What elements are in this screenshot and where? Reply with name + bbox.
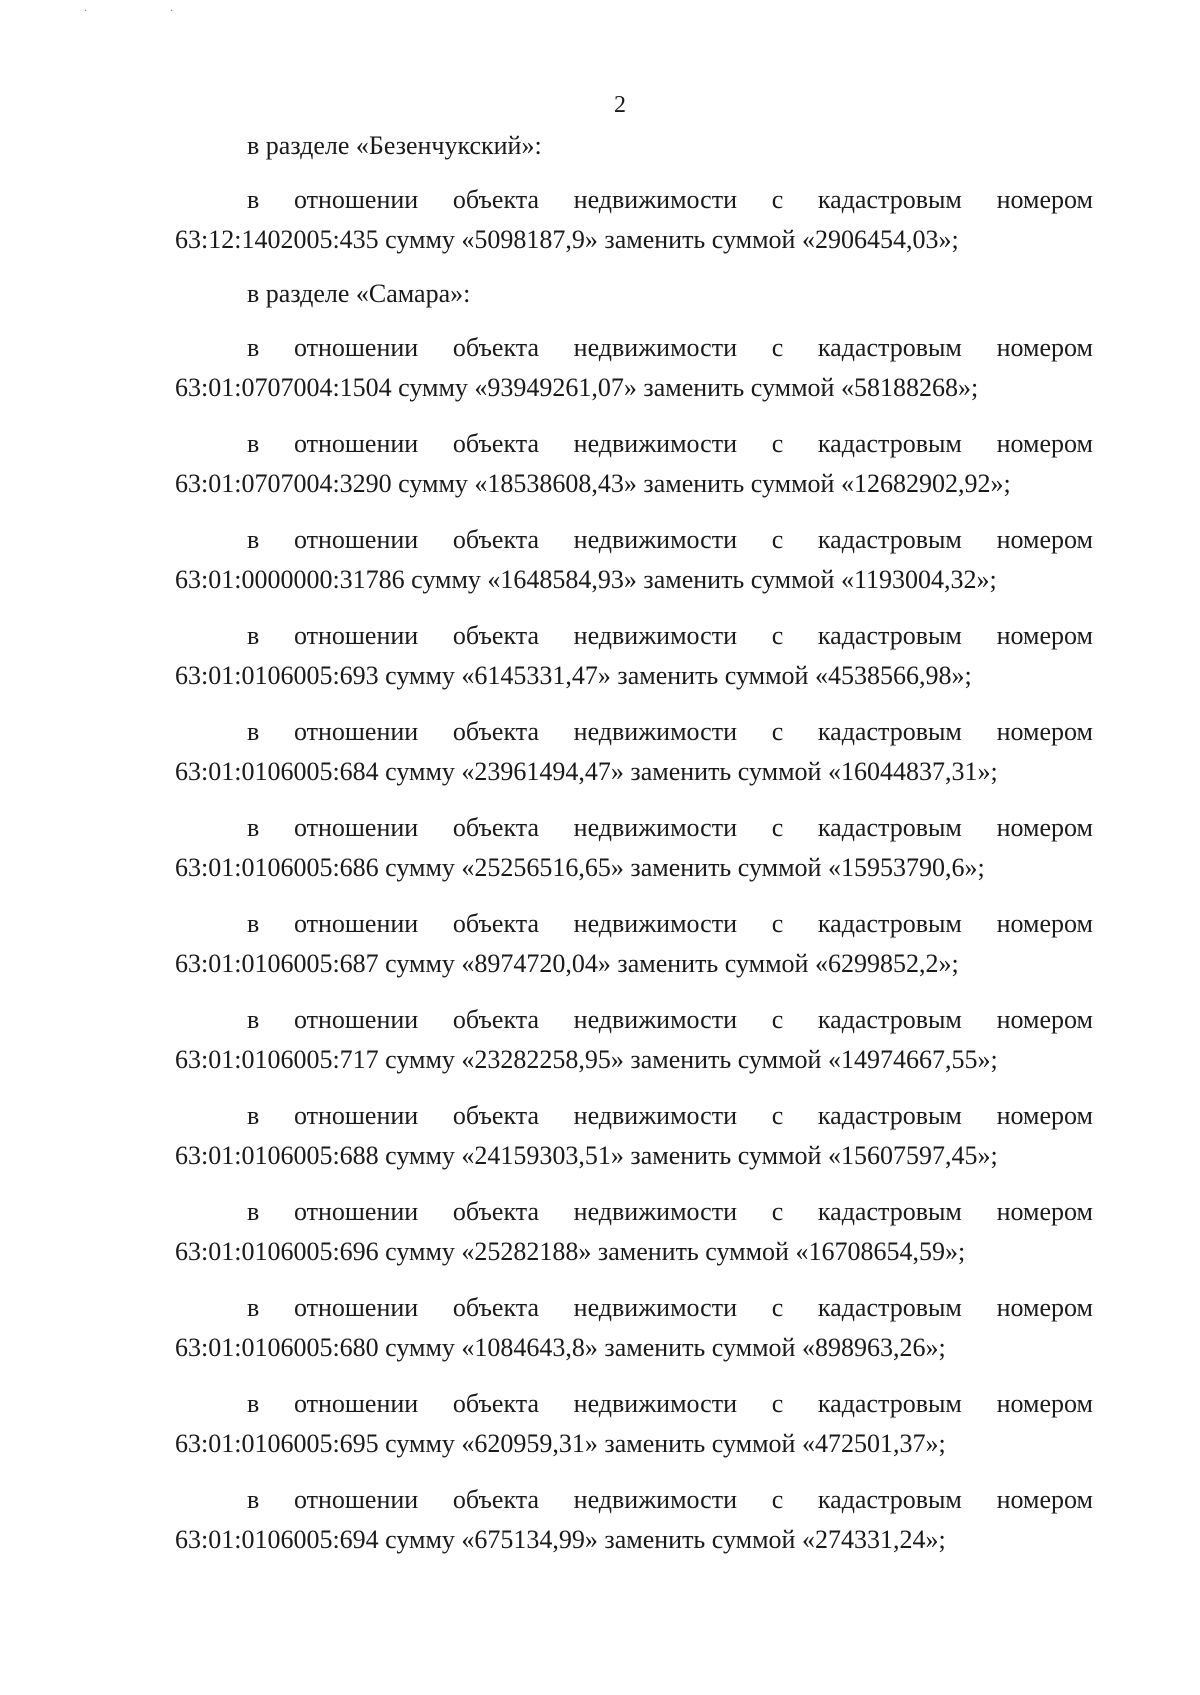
page-number: 2	[614, 92, 626, 118]
entry-cadastral-line: 63:01:0707004:1504 сумму «93949261,07» заменить суммой «58188268»;	[175, 373, 979, 402]
entry-intro-word: кадастровым	[817, 813, 962, 842]
entry-cadastral-line: 63:01:0106005:684 сумму «23961494,47» заменить суммой «16044837,31»;	[175, 757, 998, 786]
entry-intro-word: недвижимости	[573, 333, 737, 362]
entry-intro-word: недвижимости	[573, 909, 737, 938]
entry-intro-word: в	[247, 1101, 260, 1130]
entry-intro-word: в	[247, 1485, 260, 1514]
entry-intro-word: в	[247, 185, 260, 214]
entry-intro-word: отношении	[293, 621, 419, 650]
entry-intro-word: кадастровым	[817, 429, 962, 458]
entry-intro-word: недвижимости	[573, 717, 737, 746]
document-body	[175, 128, 1093, 1576]
entry-intro-word: кадастровым	[817, 333, 962, 362]
entry-intro-word: номером	[996, 185, 1093, 214]
entry-intro-word: объекта	[452, 1485, 539, 1514]
amendment-entry	[175, 328, 1093, 408]
entry-intro-word: кадастровым	[817, 1389, 962, 1418]
amendment-entry	[175, 424, 1093, 504]
amendment-entry	[175, 1480, 1093, 1560]
entry-intro-word: в	[247, 909, 260, 938]
entry-intro-word: отношении	[293, 1197, 419, 1226]
entry-cadastral-line: 63:01:0106005:680 сумму «1084643,8» заменить суммой «898963,26»;	[175, 1333, 946, 1362]
entry-intro-word: с	[771, 525, 784, 554]
amendment-entry	[175, 1288, 1093, 1368]
entry-intro-word: с	[771, 1389, 784, 1418]
entry-intro-word: номером	[996, 1293, 1093, 1322]
section-heading: в разделе «Самара»:	[247, 279, 471, 308]
entry-intro-line	[175, 712, 1093, 752]
entry-intro-word: с	[771, 1005, 784, 1034]
amendment-entry	[175, 904, 1093, 984]
entry-intro-line	[175, 1288, 1093, 1328]
amendment-entry	[175, 712, 1093, 792]
amendment-entry	[175, 1384, 1093, 1464]
entry-intro-word: кадастровым	[817, 1005, 962, 1034]
entry-intro-word: объекта	[452, 525, 539, 554]
entry-intro-word: недвижимости	[573, 1197, 737, 1226]
entry-intro-word: номером	[996, 1389, 1093, 1418]
entry-intro-word: кадастровым	[817, 909, 962, 938]
entry-intro-word: недвижимости	[573, 429, 737, 458]
entry-intro-word: номером	[996, 1485, 1093, 1514]
entry-intro-word: кадастровым	[817, 717, 962, 746]
entry-intro-word: объекта	[452, 429, 539, 458]
entry-intro-word: отношении	[293, 717, 419, 746]
entry-intro-word: кадастровым	[817, 621, 962, 650]
entry-intro-word: отношении	[293, 1389, 419, 1418]
entry-intro-word: в	[247, 1389, 260, 1418]
entry-cadastral-line: 63:01:0106005:717 сумму «23282258,95» заменить суммой «14974667,55»;	[175, 1045, 998, 1074]
entry-intro-word: объекта	[452, 621, 539, 650]
entry-intro-line	[175, 180, 1093, 220]
entry-intro-word: кадастровым	[817, 1293, 962, 1322]
entry-intro-word: недвижимости	[573, 1005, 737, 1034]
entry-intro-word: отношении	[293, 333, 419, 362]
amendment-entry	[175, 1000, 1093, 1080]
entry-intro-word: с	[771, 1293, 784, 1322]
entry-intro-word: с	[771, 621, 784, 650]
entry-intro-word: объекта	[452, 1389, 539, 1418]
amendment-entry	[175, 520, 1093, 600]
entry-intro-word: объекта	[452, 813, 539, 842]
entry-intro-word: объекта	[452, 1005, 539, 1034]
entry-intro-line	[175, 1480, 1093, 1520]
entry-intro-word: с	[771, 333, 784, 362]
entry-intro-word: в	[247, 1005, 260, 1034]
entry-intro-word: кадастровым	[817, 525, 962, 554]
entry-intro-word: в	[247, 1197, 260, 1226]
entry-intro-word: кадастровым	[817, 185, 962, 214]
entry-intro-word: отношении	[293, 909, 419, 938]
entry-intro-word: кадастровым	[817, 1101, 962, 1130]
amendment-entry	[175, 1096, 1093, 1176]
entry-intro-word: объекта	[452, 1101, 539, 1130]
entry-intro-line	[175, 520, 1093, 560]
entry-intro-word: с	[771, 813, 784, 842]
entry-intro-word: с	[771, 1101, 784, 1130]
entry-intro-word: номером	[996, 1101, 1093, 1130]
entry-intro-word: недвижимости	[573, 525, 737, 554]
entry-intro-word: с	[771, 1485, 784, 1514]
entry-intro-word: недвижимости	[573, 1101, 737, 1130]
entry-cadastral-line: 63:01:0106005:688 сумму «24159303,51» заменить суммой «15607597,45»;	[175, 1141, 998, 1170]
entry-intro-word: недвижимости	[573, 1389, 737, 1418]
entry-intro-line	[175, 616, 1093, 656]
scan-artifact-dots: · ·	[84, 6, 214, 17]
entry-intro-line	[175, 1192, 1093, 1232]
entry-cadastral-line: 63:01:0000000:31786 сумму «1648584,93» заменить суммой «1193004,32»;	[175, 565, 997, 594]
entry-intro-word: отношении	[293, 525, 419, 554]
entry-intro-word: номером	[996, 1197, 1093, 1226]
entry-intro-word: недвижимости	[573, 1485, 737, 1514]
entry-intro-line	[175, 328, 1093, 368]
entry-cadastral-line: 63:01:0106005:694 сумму «675134,99» заменить суммой «274331,24»;	[175, 1525, 946, 1554]
entry-intro-word: с	[771, 185, 784, 214]
amendment-entry	[175, 808, 1093, 888]
entry-intro-word: номером	[996, 1005, 1093, 1034]
entry-intro-word: в	[247, 333, 260, 362]
entry-intro-word: объекта	[452, 717, 539, 746]
entry-intro-word: в	[247, 525, 260, 554]
entry-intro-word: в	[247, 621, 260, 650]
entry-intro-word: в	[247, 1293, 260, 1322]
entry-intro-line	[175, 1096, 1093, 1136]
entry-intro-word: номером	[996, 525, 1093, 554]
entry-intro-word: отношении	[293, 1005, 419, 1034]
entry-intro-word: с	[771, 717, 784, 746]
amendment-entry	[175, 180, 1093, 260]
entry-intro-word: отношении	[293, 1101, 419, 1130]
entry-cadastral-line: 63:01:0106005:687 сумму «8974720,04» заменить суммой «6299852,2»;	[175, 949, 959, 978]
entry-intro-word: объекта	[452, 185, 539, 214]
entry-intro-word: отношении	[293, 1485, 419, 1514]
entry-intro-line	[175, 808, 1093, 848]
amendment-entry	[175, 1192, 1093, 1272]
entry-intro-word: номером	[996, 621, 1093, 650]
entry-intro-word: номером	[996, 909, 1093, 938]
entry-intro-line	[175, 1000, 1093, 1040]
entry-intro-word: кадастровым	[817, 1485, 962, 1514]
entry-intro-word: с	[771, 1197, 784, 1226]
entry-intro-word: отношении	[293, 185, 419, 214]
entry-intro-word: отношении	[293, 813, 419, 842]
entry-intro-word: в	[247, 717, 260, 746]
entry-intro-word: в	[247, 429, 260, 458]
entry-cadastral-line: 63:12:1402005:435 сумму «5098187,9» заменить суммой «2906454,03»;	[175, 225, 959, 254]
entry-intro-word: номером	[996, 333, 1093, 362]
entry-intro-word: объекта	[452, 1197, 539, 1226]
entry-intro-word: недвижимости	[573, 1293, 737, 1322]
entry-intro-word: отношении	[293, 1293, 419, 1322]
entry-intro-line	[175, 424, 1093, 464]
entry-intro-word: объекта	[452, 333, 539, 362]
entry-cadastral-line: 63:01:0106005:696 сумму «25282188» заменить суммой «16708654,59»;	[175, 1237, 966, 1266]
entry-intro-word: в	[247, 813, 260, 842]
entry-intro-word: номером	[996, 717, 1093, 746]
entry-cadastral-line: 63:01:0707004:3290 сумму «18538608,43» заменить суммой «12682902,92»;	[175, 469, 1011, 498]
entry-cadastral-line: 63:01:0106005:686 сумму «25256516,65» заменить суммой «15953790,6»;	[175, 853, 985, 882]
entry-intro-word: отношении	[293, 429, 419, 458]
entry-intro-word: номером	[996, 429, 1093, 458]
entry-intro-word: с	[771, 909, 784, 938]
entry-intro-word: объекта	[452, 1293, 539, 1322]
entry-intro-word: недвижимости	[573, 185, 737, 214]
entry-cadastral-line: 63:01:0106005:695 сумму «620959,31» заменить суммой «472501,37»;	[175, 1429, 946, 1458]
entry-intro-word: объекта	[452, 909, 539, 938]
section-heading: в разделе «Безенчукский»:	[247, 131, 542, 160]
entry-intro-line	[175, 904, 1093, 944]
entry-cadastral-line: 63:01:0106005:693 сумму «6145331,47» заменить суммой «4538566,98»;	[175, 661, 972, 690]
entry-intro-word: недвижимости	[573, 621, 737, 650]
entry-intro-word: с	[771, 429, 784, 458]
entry-intro-word: номером	[996, 813, 1093, 842]
entry-intro-line	[175, 1384, 1093, 1424]
entry-intro-word: недвижимости	[573, 813, 737, 842]
entry-intro-word: кадастровым	[817, 1197, 962, 1226]
amendment-entry	[175, 616, 1093, 696]
